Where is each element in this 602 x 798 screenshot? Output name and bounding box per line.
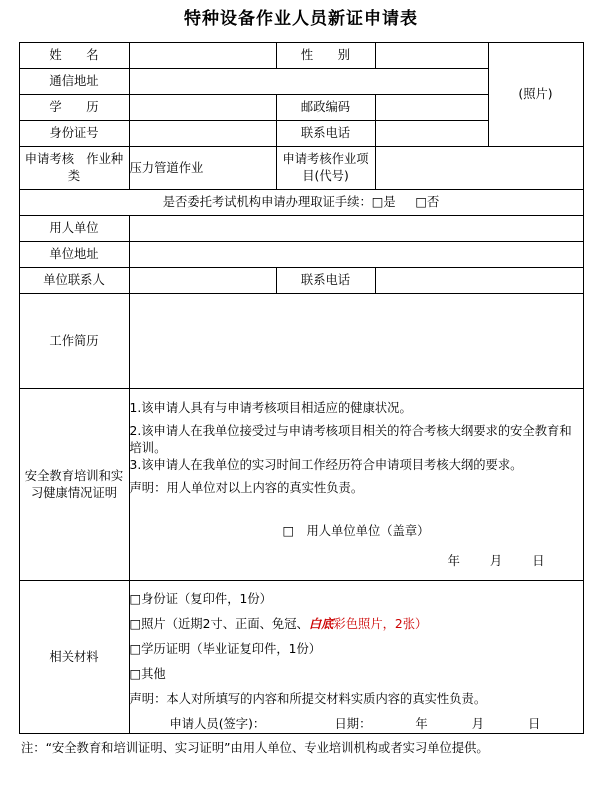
label-employer-contact: 单位联系人 (19, 268, 129, 294)
field-employer[interactable] (129, 216, 583, 242)
field-id-number[interactable] (129, 121, 276, 147)
applicant-signature-line[interactable] (130, 716, 583, 733)
label-gender: 性 别 (276, 43, 375, 69)
applicant-date-month: 月 (471, 717, 485, 731)
field-address[interactable] (129, 69, 488, 95)
employer-seal-checkbox-label[interactable]: □ 用人单位单位（盖章） (282, 523, 430, 538)
table-row-materials (19, 581, 583, 734)
applicant-signature-label: 申请人员(签字)： (169, 717, 266, 731)
field-employer-contact[interactable] (129, 268, 276, 294)
photo-placeholder[interactable]: (照片) (488, 43, 583, 147)
material-item-photo-prefix: □照片（近期2寸、正面、免冠、 (129, 617, 309, 631)
table-row-employer-contact (19, 268, 583, 294)
label-name: 姓 名 (19, 43, 129, 69)
label-phone: 联系电话 (276, 121, 375, 147)
field-postcode[interactable] (375, 95, 488, 121)
label-employer-phone: 联系电话 (276, 268, 375, 294)
table-row-name (19, 43, 583, 69)
safety-date-month: 月 (489, 553, 503, 568)
label-apply-category: 申请考核 作业种类 (19, 147, 129, 190)
safety-training-content (129, 389, 583, 581)
table-row-work-history (19, 294, 583, 389)
field-apply-category[interactable]: 压力管道作业 (129, 147, 276, 190)
label-apply-item: 申请考核作业项目(代号) (276, 147, 375, 190)
material-item-photo[interactable] (130, 616, 583, 633)
table-row-delegate (19, 190, 583, 216)
field-work-history[interactable] (129, 294, 583, 389)
field-phone[interactable] (375, 121, 488, 147)
applicant-date-day: 日 (528, 717, 541, 731)
safety-date-year: 年 (447, 553, 460, 568)
applicant-date-label: 日期： (334, 717, 372, 731)
materials-declaration: 声明：本人对所填写的内容和所提交材料实质内容的真实性负责。 (129, 692, 487, 706)
safety-declaration: 声明：用人单位对以上内容的真实性负责。 (129, 480, 364, 495)
safety-date-line[interactable] (130, 553, 583, 570)
materials-content (129, 581, 583, 734)
delegate-yes-checkbox[interactable]: □是 (371, 195, 396, 209)
field-gender[interactable] (375, 43, 488, 69)
table-row-apply-category (19, 147, 583, 190)
page-title: 特种设备作业人员新证申请表 (184, 9, 418, 29)
table-row-employer-address (19, 242, 583, 268)
label-materials: 相关材料 (19, 581, 129, 734)
applicant-date-year: 年 (415, 717, 428, 731)
field-employer-phone[interactable] (375, 268, 583, 294)
field-name[interactable] (129, 43, 276, 69)
material-item-education[interactable]: □学历证明（毕业证复印件，1份） (129, 642, 322, 656)
field-employer-address[interactable] (129, 242, 583, 268)
label-employer: 用人单位 (19, 216, 129, 242)
material-item-photo-highlight: 白底 (308, 617, 334, 631)
material-item-photo-suffix: 彩色照片，2张） (333, 617, 428, 631)
delegate-question (19, 190, 583, 216)
footnote: 注：“安全教育和培训证明、实习证明”由用人单位、专业培训机构或者实习单位提供。 (21, 741, 489, 755)
delegate-question-text: 是否委托考试机构申请办理取证手续： (162, 195, 372, 209)
material-item-id-card[interactable]: □身份证（复印件，1份） (129, 592, 272, 606)
delegate-no-checkbox[interactable]: □否 (415, 195, 440, 209)
application-form-table (19, 42, 584, 734)
safety-item-3: 3.该申请人在我单位的实习时间工作经历符合申请项目考核大纲的要求。 (129, 457, 523, 472)
table-row-safety-training (19, 389, 583, 581)
safety-date-day: 日 (532, 553, 545, 568)
material-item-other[interactable]: □其他 (129, 667, 166, 681)
label-postcode: 邮政编码 (276, 95, 375, 121)
label-employer-address: 单位地址 (19, 242, 129, 268)
safety-item-2: 2.该申请人在我单位接受过与申请考核项目相关的符合考核大纲要求的安全教育和培训。 (129, 423, 572, 455)
label-safety-training: 安全教育培训和实习健康情况证明 (19, 389, 129, 581)
field-education[interactable] (129, 95, 276, 121)
label-education: 学 历 (19, 95, 129, 121)
field-apply-item[interactable] (375, 147, 583, 190)
safety-item-1: 1.该申请人具有与申请考核项目相适应的健康状况。 (129, 400, 412, 415)
employer-seal-line[interactable] (130, 523, 583, 540)
label-address: 通信地址 (19, 69, 129, 95)
label-work-history: 工作简历 (19, 294, 129, 389)
label-id-number: 身份证号 (19, 121, 129, 147)
table-row-employer (19, 216, 583, 242)
